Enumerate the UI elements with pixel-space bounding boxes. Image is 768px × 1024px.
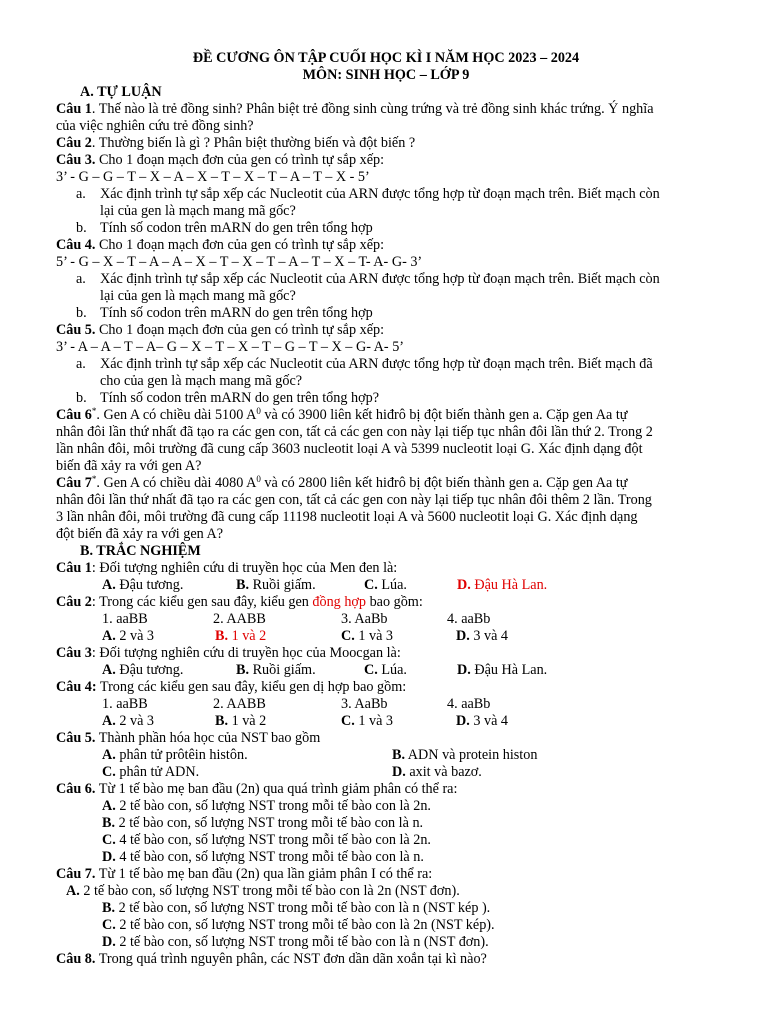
q3-part-b: Tính số codon trên mARN do gen trên tổng hợp <box>100 220 373 236</box>
essay-question-6: Câu 6*. Gen A có chiều dài 5100 $A^0$ và có 3900 liên kết hiđrô bị đột biến thành gen a. Cặp gen Aa tự <box>56 406 628 423</box>
mc2-item-4: 4. aaBb <box>447 611 491 627</box>
dna-sequence-4: 5’ - G – X – T – A – A – X – T – X – T – A – T – X – T- A- G- 3’ <box>56 254 423 270</box>
mc5-option-c: C. phân tử ADN. <box>102 764 200 780</box>
mc6-option-c: C. 4 tế bào con, số lượng NST trong mỗi tế bào con là 2n. <box>102 832 431 848</box>
q3-part-a-label: a. <box>76 186 86 202</box>
essay-question-7-line3: 3 lần nhân đôi, môi trường đã cung cấp 11198 nucleotit loại A và 5600 nucleotit loại G. Xác định dạng <box>56 509 638 525</box>
mc2-item-2: 2. AABB <box>213 611 266 627</box>
mc4-option-d: D. 3 và 4 <box>456 713 509 729</box>
mc-question-8: Câu 8. Trong quá trình nguyên phân, các NST đơn dần dãn xoắn tại kì nào? <box>56 951 487 967</box>
mc6-option-b: B. 2 tế bào con, số lượng NST trong mỗi tế bào con là n. <box>102 815 424 831</box>
mc3-option-d: D. Đậu Hà Lan. <box>457 662 548 678</box>
section-b-heading: B. TRẮC NGHIỆM <box>80 543 201 559</box>
q4-part-a: Xác định trình tự sắp xếp các Nucleotit của ARN được tổng hợp từ đoạn mạch trên. Biết mạch còn <box>100 271 660 287</box>
mc6-option-a: A. 2 tế bào con, số lượng NST trong mỗi tế bào con là 2n. <box>102 798 431 814</box>
q4-part-a-label: a. <box>76 271 86 287</box>
mc2-option-d: D. 3 và 4 <box>456 628 509 644</box>
essay-question-1-cont: của việc nghiên cứu trẻ đồng sinh? <box>56 118 254 134</box>
mc2-item-3: 3. AaBb <box>341 611 388 627</box>
q5-part-a-label: a. <box>76 356 86 372</box>
mc2-option-c: C. 1 và 3 <box>341 628 394 644</box>
document-title: ĐỀ CƯƠNG ÔN TẬP CUỐI HỌC KÌ I NĂM HỌC 2023 – 2024 <box>192 50 580 66</box>
q5-part-a-cont: cho của gen là mạch mang mã gốc? <box>100 373 303 389</box>
mc3-option-c: C. Lúa. <box>364 662 407 678</box>
dna-sequence-5: 3’ - A – A – T – A– G – X – T – X – T – G – T – X – G- A- 5’ <box>56 339 405 355</box>
q5-part-a: Xác định trình tự sắp xếp các Nucleotit của ARN được tổng hợp từ đoạn mạch trên. Biết mạch đã <box>100 356 653 372</box>
mc4-item-4: 4. aaBb <box>447 696 491 712</box>
mc-question-1: Câu 1: Đối tượng nghiên cứu di truyền học của Men đen là: <box>56 560 398 576</box>
essay-question-2: Câu 2. Thường biến là gì ? Phân biệt thường biến và đột biến ? <box>56 135 416 151</box>
q5-part-b: Tính số codon trên mARN do gen trên tổng hợp? <box>100 390 379 406</box>
essay-question-6-line2: nhân đôi lần thứ nhất đã tạo ra các gen con, tất cả các gen con này lại tiếp tục nhân đôi lần thứ 2. Trong 2 <box>56 424 653 440</box>
mc5-option-a: A. phân tử prôtêin histôn. <box>102 747 248 763</box>
mc-question-3: Câu 3: Đối tượng nghiên cứu di truyền học của Moocgan là: <box>56 645 401 661</box>
q3-part-a-cont: lại của gen là mạch mang mã gốc? <box>100 203 296 219</box>
essay-question-7-line4: đột biến đã xảy ra với gen A? <box>56 526 224 542</box>
mc4-item-3: 3. AaBb <box>341 696 388 712</box>
mc4-option-b: B. 1 và 2 <box>215 713 267 729</box>
mc2-option-b: B. 1 và 2 <box>215 628 267 644</box>
mc-question-4: Câu 4: Trong các kiểu gen sau đây, kiểu gen dị hợp bao gồm: <box>56 679 407 695</box>
mc4-option-c: C. 1 và 3 <box>341 713 394 729</box>
mc-question-5: Câu 5. Thành phần hóa học của NST bao gồm <box>56 730 321 746</box>
mc4-option-a: A. 2 và 3 <box>102 713 155 729</box>
mc5-option-b: B. ADN và protein histon <box>392 747 538 763</box>
mc6-option-d: D. 4 tế bào con, số lượng NST trong mỗi tế bào con là n. <box>102 849 424 865</box>
essay-question-7: Câu 7*. Gen A có chiều dài 4080 $A^0$ và có 2800 liên kết hiđrô bị đột biến thành gen a. Cặp gen Aa tự <box>56 474 628 491</box>
mc-question-2: Câu 2: Trong các kiểu gen sau đây, kiểu gen đồng hợp bao gồm: <box>56 594 423 610</box>
mc3-option-a: A. Đậu tương. <box>102 662 184 678</box>
q4-part-b-label: b. <box>76 305 87 321</box>
essay-question-7-line2: nhân đôi lần thứ nhất đã tạo ra các gen con, tất cả các gen con này lại tiếp tục nhân đôi thêm 2 lần. Trong <box>56 492 652 508</box>
q3-part-a: Xác định trình tự sắp xếp các Nucleotit của ARN được tổng hợp từ đoạn mạch trên. Biết mạch còn <box>100 186 660 202</box>
q4-part-a-cont: lại của gen là mạch mang mã gốc? <box>100 288 296 304</box>
mc2-item-1: 1. aaBB <box>102 611 148 627</box>
mc1-option-c: C. Lúa. <box>364 577 407 593</box>
dna-sequence-3: 3’ - G – G – T – X – A – X – T – X – T – A – T – X - 5’ <box>56 169 370 185</box>
mc-question-7: Câu 7. Từ 1 tế bào mẹ ban đầu (2n) qua lần giảm phân I có thể ra: <box>56 866 433 882</box>
mc-question-6: Câu 6. Từ 1 tế bào mẹ ban đầu (2n) qua quá trình giảm phân có thể ra: <box>56 781 458 797</box>
mc3-option-b: B. Ruồi giấm. <box>236 662 316 678</box>
mc1-option-a: A. Đậu tương. <box>102 577 184 593</box>
q3-part-b-label: b. <box>76 220 87 236</box>
section-a-heading: A. TỰ LUẬN <box>80 84 162 100</box>
document-subject: MÔN: SINH HỌC – LỚP 9 <box>302 67 470 83</box>
mc4-item-2: 2. AABB <box>213 696 266 712</box>
mc1-option-b: B. Ruồi giấm. <box>236 577 316 593</box>
mc1-option-d: D. Đậu Hà Lan. <box>457 577 548 593</box>
essay-question-6-line4: biến đã xảy ra với gen A? <box>56 458 202 474</box>
mc5-option-d: D. axit và bazơ. <box>392 764 482 780</box>
q4-part-b: Tính số codon trên mARN do gen trên tổng hợp <box>100 305 373 321</box>
mc7-option-a: A. 2 tế bào con, số lượng NST trong mỗi tế bào con là 2n (NST đơn). <box>66 883 460 899</box>
essay-question-5: Câu 5. Cho 1 đoạn mạch đơn của gen có trình tự sắp xếp: <box>56 322 385 338</box>
essay-question-6-line3: lần nhân đôi, môi trường đã cung cấp 3603 nucleotit loại A và 5399 nucleotit loại G. Xác định dạng đột <box>56 441 643 457</box>
essay-question-4: Câu 4. Cho 1 đoạn mạch đơn của gen có trình tự sắp xếp: <box>56 237 385 253</box>
mc2-option-a: A. 2 và 3 <box>102 628 155 644</box>
essay-question-3: Câu 3. Cho 1 đoạn mạch đơn của gen có trình tự sắp xếp: <box>56 152 385 168</box>
q5-part-b-label: b. <box>76 390 87 406</box>
mc7-option-d: D. 2 tế bào con, số lượng NST trong mỗi tế bào con là n (NST đơn). <box>102 934 489 950</box>
mc7-option-c: C. 2 tế bào con, số lượng NST trong mỗi tế bào con là 2n (NST kép). <box>102 917 495 933</box>
mc7-option-b: B. 2 tế bào con, số lượng NST trong mỗi tế bào con là n (NST kép ). <box>102 900 491 916</box>
mc4-item-1: 1. aaBB <box>102 696 148 712</box>
essay-question-1: Câu 1. Thế nào là trẻ đồng sinh? Phân biệt trẻ đồng sinh cùng trứng và trẻ đồng sinh khác trứng. Ý nghĩa <box>56 101 654 117</box>
